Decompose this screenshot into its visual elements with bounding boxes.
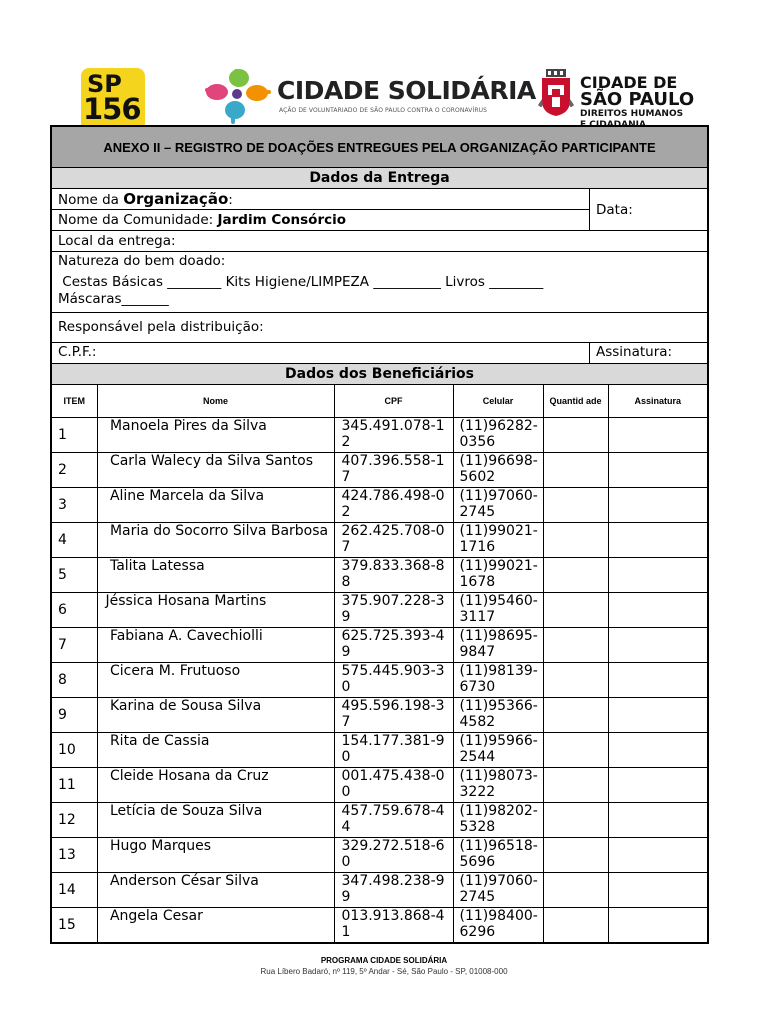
cidade-solidaria-logo xyxy=(203,66,536,126)
cpf-cell[interactable]: 379.833.368-88 xyxy=(334,558,453,593)
responsible-field[interactable] xyxy=(52,313,707,343)
cpf-cell[interactable]: 345.491.078-12 xyxy=(334,418,453,453)
cpf-label: C.P.F.: xyxy=(58,344,97,360)
item-cell: 3 xyxy=(52,488,97,523)
letterhead xyxy=(0,0,768,126)
phone-cell[interactable]: (11)95366-4582 xyxy=(453,698,543,733)
nature-options-line2: Máscaras_______ xyxy=(58,291,169,307)
item-cell: 5 xyxy=(52,558,97,593)
quantity-cell[interactable] xyxy=(543,593,608,628)
table-row xyxy=(52,453,707,488)
prefeitura-line1: CIDADE DE xyxy=(580,73,678,92)
table-header-row xyxy=(52,385,707,418)
phone-cell[interactable]: (11)95966-2544 xyxy=(453,733,543,768)
table-row xyxy=(52,663,707,698)
phone-cell[interactable]: (11)98139-6730 xyxy=(453,663,543,698)
quantity-cell[interactable] xyxy=(543,803,608,838)
hands-icon xyxy=(203,66,273,126)
item-cell: 2 xyxy=(52,453,97,488)
item-cell: 10 xyxy=(52,733,97,768)
quantity-cell[interactable] xyxy=(543,418,608,453)
organization-colon: : xyxy=(228,192,233,208)
item-cell: 11 xyxy=(52,768,97,803)
prefeitura-line4: E CIDADANIA xyxy=(580,120,646,126)
cpf-cell[interactable]: 329.272.518-60 xyxy=(334,838,453,873)
signature-cell[interactable] xyxy=(608,488,707,523)
phone-cell[interactable]: (11)95460-3117 xyxy=(453,593,543,628)
prefeitura-line2: SÃO PAULO xyxy=(580,89,695,110)
name-cell[interactable]: Manoela Pires da Silva xyxy=(97,418,334,453)
signature-cell[interactable] xyxy=(608,733,707,768)
name-cell[interactable]: Talita Latessa xyxy=(97,558,334,593)
table-row xyxy=(52,803,707,838)
nature-options-line1: Cestas Básicas ________ Kits Higiene/LIMPEZA __________ Livros ________ xyxy=(58,274,544,290)
table-row xyxy=(52,908,707,943)
cpf-cell[interactable]: 001.475.438-00 xyxy=(334,768,453,803)
signature-cell[interactable] xyxy=(608,698,707,733)
item-cell: 1 xyxy=(52,418,97,453)
table-row xyxy=(52,838,707,873)
signature-cell[interactable] xyxy=(608,593,707,628)
quantity-cell[interactable] xyxy=(543,488,608,523)
phone-cell[interactable]: (11)98400-6296 xyxy=(453,908,543,943)
community-value: Jardim Consórcio xyxy=(217,212,347,228)
phone-cell[interactable]: (11)96282-0356 xyxy=(453,418,543,453)
table-row xyxy=(52,768,707,803)
signature-cell[interactable] xyxy=(608,908,707,943)
phone-cell[interactable]: (11)98695-9847 xyxy=(453,628,543,663)
table-row xyxy=(52,628,707,663)
signature-cell[interactable] xyxy=(608,523,707,558)
header-assinatura: Assinatura xyxy=(608,385,707,418)
table-row xyxy=(52,698,707,733)
quantity-cell[interactable] xyxy=(543,733,608,768)
date-label: Data: xyxy=(596,201,633,218)
responsible-cpf-field[interactable] xyxy=(52,343,590,363)
signature-cell[interactable] xyxy=(608,838,707,873)
name-cell[interactable]: Karina de Sousa Silva xyxy=(97,698,334,733)
phone-cell[interactable]: (11)96518-5696 xyxy=(453,838,543,873)
cpf-cell[interactable]: 625.725.393-49 xyxy=(334,628,453,663)
signature-cell[interactable] xyxy=(608,453,707,488)
item-cell: 6 xyxy=(52,593,97,628)
organization-label-bold: Organização xyxy=(123,190,229,208)
name-cell[interactable]: Rita de Cassia xyxy=(97,733,334,768)
signature-cell[interactable] xyxy=(608,558,707,593)
header-item: ITEM xyxy=(52,385,97,418)
cpf-cell[interactable]: 457.759.678-44 xyxy=(334,803,453,838)
cpf-cell[interactable]: 407.396.558-17 xyxy=(334,453,453,488)
cidade-solidaria-subtitle: AÇÃO DE VOLUNTARIADO DE SÃO PAULO CONTRA O CORONAVÍRUS xyxy=(279,107,488,114)
name-cell[interactable]: Aline Marcela da Silva xyxy=(97,488,334,523)
community-label: Nome da Comunidade: xyxy=(58,212,218,228)
cpf-cell[interactable]: 262.425.708-07 xyxy=(334,523,453,558)
table-row xyxy=(52,558,707,593)
name-cell[interactable]: Jéssica Hosana Martins xyxy=(97,593,334,628)
delivery-section-title: Dados da Entrega xyxy=(52,168,707,189)
location-label: Local da entrega: xyxy=(58,233,176,249)
quantity-cell[interactable] xyxy=(543,628,608,663)
header-nome: Nome xyxy=(97,385,334,418)
signature-cell[interactable] xyxy=(608,628,707,663)
item-cell: 8 xyxy=(52,663,97,698)
date-field[interactable] xyxy=(590,189,707,230)
signature-cell[interactable] xyxy=(608,663,707,698)
quantity-cell[interactable] xyxy=(543,698,608,733)
signature-cell[interactable] xyxy=(608,418,707,453)
name-cell[interactable]: Hugo Marques xyxy=(97,838,334,873)
quantity-cell[interactable] xyxy=(543,838,608,873)
item-cell: 14 xyxy=(52,873,97,908)
signature-label: Assinatura: xyxy=(596,344,673,360)
header-celular: Celular xyxy=(453,385,543,418)
signature-cell[interactable] xyxy=(608,803,707,838)
responsible-label: Responsável pela distribuição: xyxy=(58,319,264,335)
donation-form xyxy=(50,125,709,944)
prefeitura-logo xyxy=(538,67,698,126)
name-cell[interactable]: Maria do Socorro Silva Barbosa xyxy=(97,523,334,558)
signature-cell[interactable] xyxy=(608,873,707,908)
quantity-cell[interactable] xyxy=(543,523,608,558)
beneficiaries-section-title: Dados dos Beneficiários xyxy=(52,364,707,385)
header-cpf: CPF xyxy=(334,385,453,418)
phone-cell[interactable]: (11)98202-5328 xyxy=(453,803,543,838)
quantity-cell[interactable] xyxy=(543,453,608,488)
item-cell: 4 xyxy=(52,523,97,558)
nature-field[interactable] xyxy=(52,252,707,313)
cpf-cell[interactable]: 495.596.198-37 xyxy=(334,698,453,733)
cpf-signature-block xyxy=(52,343,707,364)
quantity-cell[interactable] xyxy=(543,768,608,803)
phone-cell[interactable]: (11)97060-2745 xyxy=(453,873,543,908)
beneficiaries-table xyxy=(52,385,707,942)
community-field[interactable] xyxy=(52,209,589,230)
location-field[interactable] xyxy=(52,231,707,252)
table-row xyxy=(52,873,707,908)
table-row xyxy=(52,593,707,628)
organization-label: Nome da xyxy=(58,192,124,208)
sp156-logo-line2: 156 xyxy=(83,92,141,126)
quantity-cell[interactable] xyxy=(543,558,608,593)
prefeitura-line3: DIREITOS HUMANOS xyxy=(580,109,684,119)
cpf-cell[interactable]: 347.498.238-99 xyxy=(334,873,453,908)
sp156-logo-line1: SP xyxy=(87,70,122,98)
item-cell: 15 xyxy=(52,908,97,943)
responsible-signature-field[interactable] xyxy=(590,343,707,363)
org-community-block xyxy=(52,189,707,231)
cpf-cell[interactable]: 154.177.381-90 xyxy=(334,733,453,768)
header-quantidade: Quantid ade xyxy=(543,385,608,418)
phone-cell[interactable]: (11)98073-3222 xyxy=(453,768,543,803)
annex-title: ANEXO II – REGISTRO DE DOAÇÕES ENTREGUES PELA ORGANIZAÇÃO PARTICIPANTE xyxy=(52,127,707,168)
city-crest-icon xyxy=(538,69,574,117)
phone-cell[interactable]: (11)99021-1678 xyxy=(453,558,543,593)
cpf-cell[interactable]: 375.907.228-39 xyxy=(334,593,453,628)
phone-cell[interactable]: (11)96698-5602 xyxy=(453,453,543,488)
name-cell[interactable]: Fabiana A. Cavechiolli xyxy=(97,628,334,663)
footer-address: Rua Líbero Badaró, nº 119, 5º Andar - Sé, São Paulo - SP, 01008-000 xyxy=(260,967,508,976)
item-cell: 9 xyxy=(52,698,97,733)
item-cell: 12 xyxy=(52,803,97,838)
name-cell[interactable]: Cleide Hosana da Cruz xyxy=(97,768,334,803)
quantity-cell[interactable] xyxy=(543,873,608,908)
phone-cell[interactable]: (11)97060-2745 xyxy=(453,488,543,523)
cpf-cell[interactable]: 575.445.903-30 xyxy=(334,663,453,698)
table-row xyxy=(52,418,707,453)
phone-cell[interactable]: (11)99021-1716 xyxy=(453,523,543,558)
quantity-cell[interactable] xyxy=(543,908,608,943)
quantity-cell[interactable] xyxy=(543,663,608,698)
name-cell[interactable]: Cicera M. Frutuoso xyxy=(97,663,334,698)
organization-field[interactable] xyxy=(52,189,589,209)
cidade-solidaria-title: CIDADE SOLIDÁRIA xyxy=(277,76,536,105)
table-row xyxy=(52,488,707,523)
footer xyxy=(0,956,768,976)
footer-program: PROGRAMA CIDADE SOLIDÁRIA xyxy=(320,956,448,965)
item-cell: 13 xyxy=(52,838,97,873)
name-cell[interactable]: Carla Walecy da Silva Santos xyxy=(97,453,334,488)
nature-label: Natureza do bem doado: xyxy=(58,253,226,269)
sp156-logo xyxy=(81,68,145,126)
name-cell[interactable]: Letícia de Souza Silva xyxy=(97,803,334,838)
signature-cell[interactable] xyxy=(608,768,707,803)
name-cell[interactable]: Angela Cesar xyxy=(97,908,334,943)
table-row xyxy=(52,523,707,558)
cpf-cell[interactable]: 013.913.868-41 xyxy=(334,908,453,943)
table-row xyxy=(52,733,707,768)
cpf-cell[interactable]: 424.786.498-02 xyxy=(334,488,453,523)
item-cell: 7 xyxy=(52,628,97,663)
name-cell[interactable]: Anderson César Silva xyxy=(97,873,334,908)
